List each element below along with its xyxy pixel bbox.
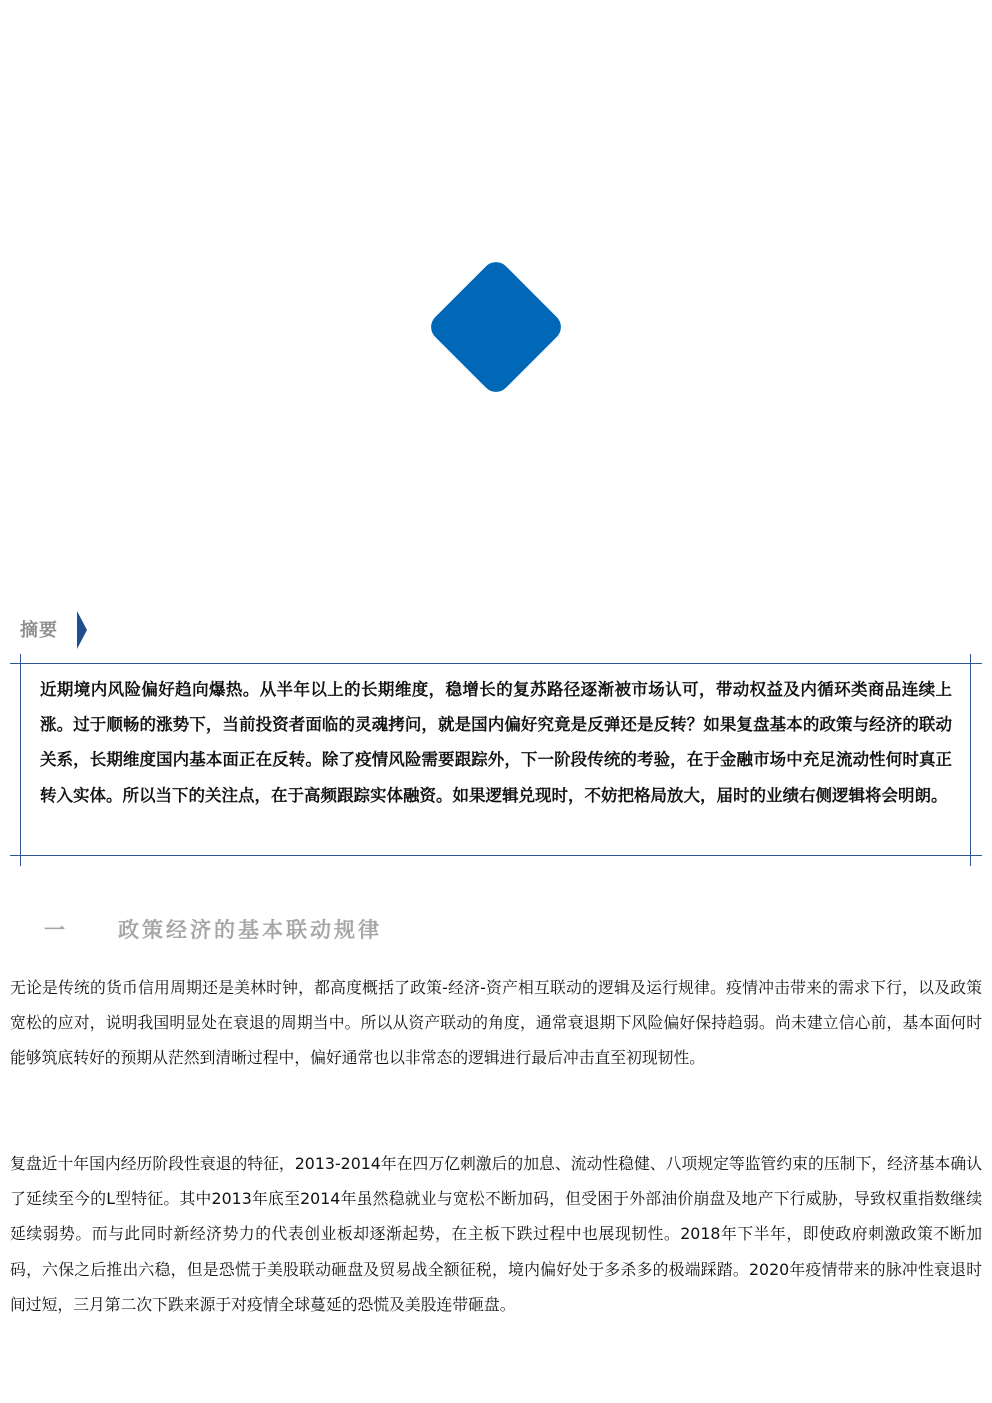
abstract-frame-bottom bbox=[10, 855, 982, 856]
abstract-arrow-icon bbox=[77, 611, 87, 649]
abstract-frame-top bbox=[10, 663, 982, 664]
abstract-text: 近期境内风险偏好趋向爆热。从半年以上的长期维度，稳增长的复苏路径逐渐被市场认可，带动权益及内循环类商品连续上涨。过于顺畅的涨势下，当前投资者面临的灵魂拷问，就是国内偏好究竟是反弹还是反转？如果复盘基本的政策与经济的联动关系，长期维度国内基本面正在反转。除了疫情风险需要跟踪外，下一阶段传统的考验，在于金融市场中充足流动性何时真正转入实体。所以当下的关注点，在于高频跟踪实体融资。如果逻辑兑现时，不妨把格局放大，届时的业绩右侧逻辑将会明朗。 bbox=[40, 680, 952, 805]
abstract-frame-left bbox=[20, 654, 21, 866]
body-paragraph: 复盘近十年国内经历阶段性衰退的特征，2013-2014年在四万亿刺激后的加息、流动性稳健、八项规定等监管约束的压制下，经济基本确认了延续至今的L型特征。其中2013年底至2014年虽然稳就业与宽松不断加码，但受困于外部油价崩盘及地产下行威胁，导致权重指数继续延续弱势。而与此同时新经济势力的代表创业板却逐渐起势，在主板下跌过程中也展现韧性。2018年下半年，即使政府刺激政策不断加码，六保之后推出六稳，但是恐慌于美股联动砸盘及贸易战全额征税，境内偏好处于多杀多的极端踩踏。2020年疫情带来的脉冲性衰退时间过短，三月第二次下跌来源于对疫情全球蔓延的恐慌及美股连带砸盘。 bbox=[10, 1154, 982, 1314]
abstract-frame-right bbox=[970, 654, 971, 866]
section-title: 政策经济的基本联动规律 bbox=[118, 918, 382, 942]
cover-diamond-logo bbox=[425, 256, 567, 398]
abstract-label: 摘要 bbox=[20, 620, 58, 641]
section-number: 一 bbox=[44, 918, 68, 942]
diamond-shape bbox=[425, 256, 566, 397]
body-paragraph: 无论是传统的货币信用周期还是美林时钟，都高度概括了政策-经济-资产相互联动的逻辑及运行规律。疫情冲击带来的需求下行，以及政策宽松的应对，说明我国明显处在衰退的周期当中。所以从资产联动的角度，通常衰退期下风险偏好保持趋弱。尚未建立信心前，基本面何时能够筑底转好的预期从茫然到清晰过程中，偏好通常也以非常态的逻辑进行最后冲击直至初现韧性。 bbox=[10, 978, 982, 1068]
